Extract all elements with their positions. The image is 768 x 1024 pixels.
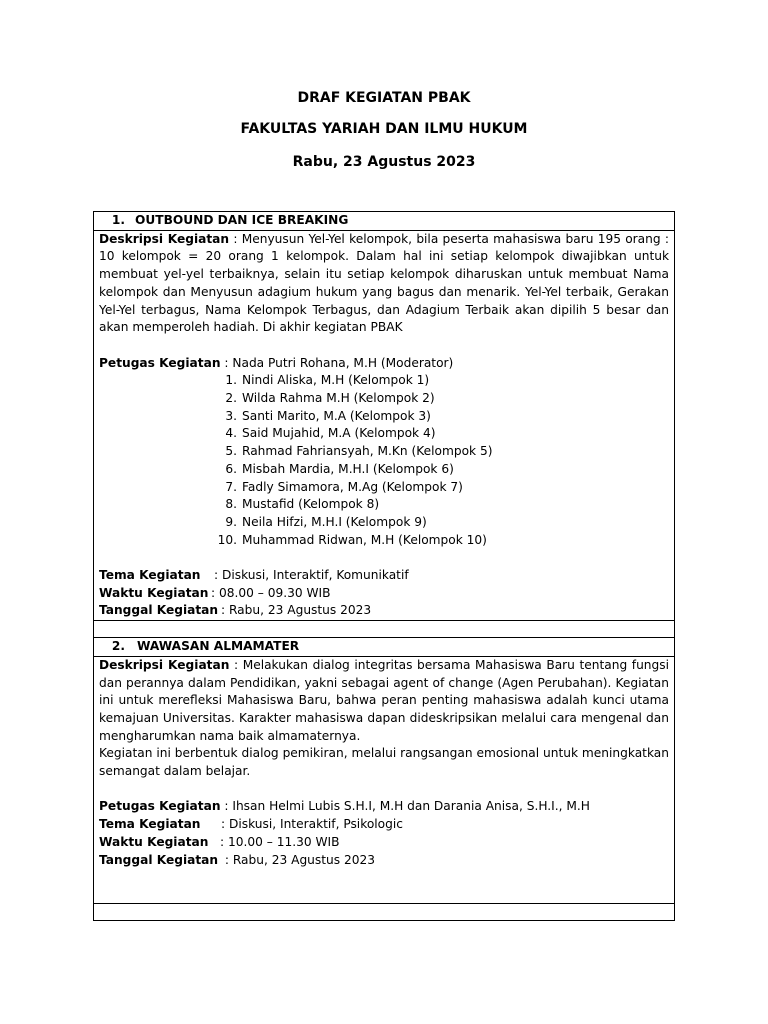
- document-title: DRAF KEGIATAN PBAK: [297, 90, 471, 106]
- section2-waktu-label: Waktu Kegiatan: [99, 834, 209, 849]
- section1-team-list: [99, 372, 669, 549]
- list-item-number: 4.: [225, 426, 237, 441]
- section2-petugas: [99, 798, 669, 816]
- section2-description-2: Kegiatan ini berbentuk dialog pemikiran, melalui rangsangan emosional untuk meningkatkan semangat dalam belajar.: [99, 746, 669, 779]
- section1-petugas-label: Petugas Kegiatan: [99, 355, 221, 370]
- section2-desc-label: Deskripsi Kegiatan: [99, 657, 230, 672]
- section1-title: OUTBOUND DAN ICE BREAKING: [135, 213, 349, 227]
- faculty-name: FAKULTAS YARIAH DAN ILMU HUKUM: [240, 121, 528, 137]
- section1-waktu: [99, 585, 669, 603]
- section2-body: [94, 656, 675, 903]
- list-item-number: 10.: [217, 532, 237, 547]
- section1-body: [94, 230, 675, 620]
- list-item-text: Rahmad Fahriansyah, M.Kn (Kelompok 5): [242, 444, 493, 459]
- list-item: [99, 479, 669, 497]
- section1-waktu-label: Waktu Kegiatan: [99, 585, 209, 600]
- section1-petugas: [99, 355, 669, 373]
- section2-waktu-value: : 10.00 – 11.30 WIB: [220, 834, 340, 849]
- list-item-text: Santi Marito, M.A (Kelompok 3): [242, 408, 431, 423]
- section2-petugas-value: : Ihsan Helmi Lubis S.H.I, M.H dan Darania Anisa, S.H.I., M.H: [220, 799, 590, 814]
- list-item-number: 2.: [225, 391, 237, 406]
- section2-petugas-label: Petugas Kegiatan: [99, 799, 221, 814]
- list-item-text: Mustafid (Kelompok 8): [242, 497, 380, 512]
- section2-desc-text: : Melakukan dialog integritas bersama Mahasiswa Baru tentang fungsi dan perannya dalam Pendidikan, yakni sebagai agent of change (Agen Perubahan). Kegiatan ini untuk merefleksi Mahasiswa Baru, bahwa peran penting mahasiswa adalah kunci utama kemajuan Universitas. Karakter mahasiswa dapan dideskripsikan melalui cara mengenal dan mengharumkan nama baik almamaternya.: [99, 657, 670, 743]
- spacer-row: [94, 903, 675, 920]
- list-item-text: Neila Hifzi, M.H.I (Kelompok 9): [242, 514, 427, 529]
- list-item: [99, 443, 669, 461]
- list-item: [99, 532, 669, 550]
- list-item-number: 1.: [225, 373, 237, 388]
- activity-table: [93, 211, 675, 921]
- section1-waktu-value: : 08.00 – 09.30 WIB: [211, 585, 331, 600]
- section1-tema-label: Tema Kegiatan: [99, 568, 201, 583]
- section1-tanggal-value: : Rabu, 23 Agustus 2023: [221, 603, 372, 618]
- list-item-text: Fadly Simamora, M.Ag (Kelompok 7): [242, 479, 463, 494]
- list-item-number: 6.: [225, 461, 237, 476]
- list-item-number: 3.: [225, 408, 237, 423]
- section1-number: 1.: [111, 213, 125, 227]
- list-item-text: Wilda Rahma M.H (Kelompok 2): [242, 391, 435, 406]
- section2-description: [99, 657, 669, 746]
- section2-tanggal: [99, 852, 669, 870]
- section2-tema-label: Tema Kegiatan: [99, 817, 201, 832]
- section1-tanggal: [99, 602, 669, 620]
- list-item-text: Nindi Aliska, M.H (Kelompok 1): [242, 373, 430, 388]
- list-item: [99, 496, 669, 514]
- list-item-number: 9.: [225, 514, 237, 529]
- section1-petugas-value: : Nada Putri Rohana, M.H (Moderator): [220, 355, 454, 370]
- section2-tema: [99, 816, 669, 834]
- list-item-text: Misbah Mardia, M.H.I (Kelompok 6): [242, 461, 454, 476]
- list-item-text: Muhammad Ridwan, M.H (Kelompok 10): [242, 532, 487, 547]
- list-item-text: Said Mujahid, M.A (Kelompok 4): [242, 426, 436, 441]
- section2-tema-value: : Diskusi, Interaktif, Psikologic: [221, 817, 403, 832]
- list-item-number: 5.: [225, 444, 237, 459]
- section2-title-cell: [94, 638, 675, 657]
- section1-description: [99, 231, 669, 337]
- spacer-row: [94, 621, 675, 638]
- list-item: [99, 408, 669, 426]
- list-item-number: 8.: [225, 497, 237, 512]
- list-item: [99, 461, 669, 479]
- section1-desc-label: Deskripsi Kegiatan: [99, 231, 230, 246]
- section1-tema: [99, 567, 669, 585]
- section1-title-cell: [94, 212, 675, 231]
- section2-title: WAWASAN ALMAMATER: [137, 639, 300, 654]
- section2-tanggal-label: Tanggal Kegiatan: [99, 852, 219, 867]
- list-item: [99, 425, 669, 443]
- section2-waktu: [99, 834, 669, 852]
- section2-number: 2.: [111, 639, 125, 654]
- list-item: [99, 372, 669, 390]
- list-item: [99, 514, 669, 532]
- list-item-number: 7.: [225, 479, 237, 494]
- section1-tema-value: : Diskusi, Interaktif, Komunikatif: [214, 568, 409, 583]
- section2-tanggal-value: : Rabu, 23 Agustus 2023: [221, 852, 376, 867]
- list-item: [99, 390, 669, 408]
- section1-desc-text: : Menyusun Yel-Yel kelompok, bila peserta mahasiswa baru 195 orang : 10 kelompok = 20 orang 1 kelompok. Dalam hal ini setiap kelompok diwajibkan untuk membuat yel-yel terbaiknya, selain itu setiap kelompok diharuskan untuk membuat Nama kelompok dan Menyusun adagium hukum yang bagus dan menarik. Yel-Yel terbaik, Gerakan Yel-Yel terbagus, Nama Kelompok Terbagus, dan Adagium Terbaik akan dipilih 5 besar dan akan memperoleh hadiah. Di akhir kegiatan PBAK: [99, 231, 669, 335]
- section1-tanggal-label: Tanggal Kegiatan: [99, 603, 219, 618]
- event-date: Rabu, 23 Agustus 2023: [292, 154, 476, 170]
